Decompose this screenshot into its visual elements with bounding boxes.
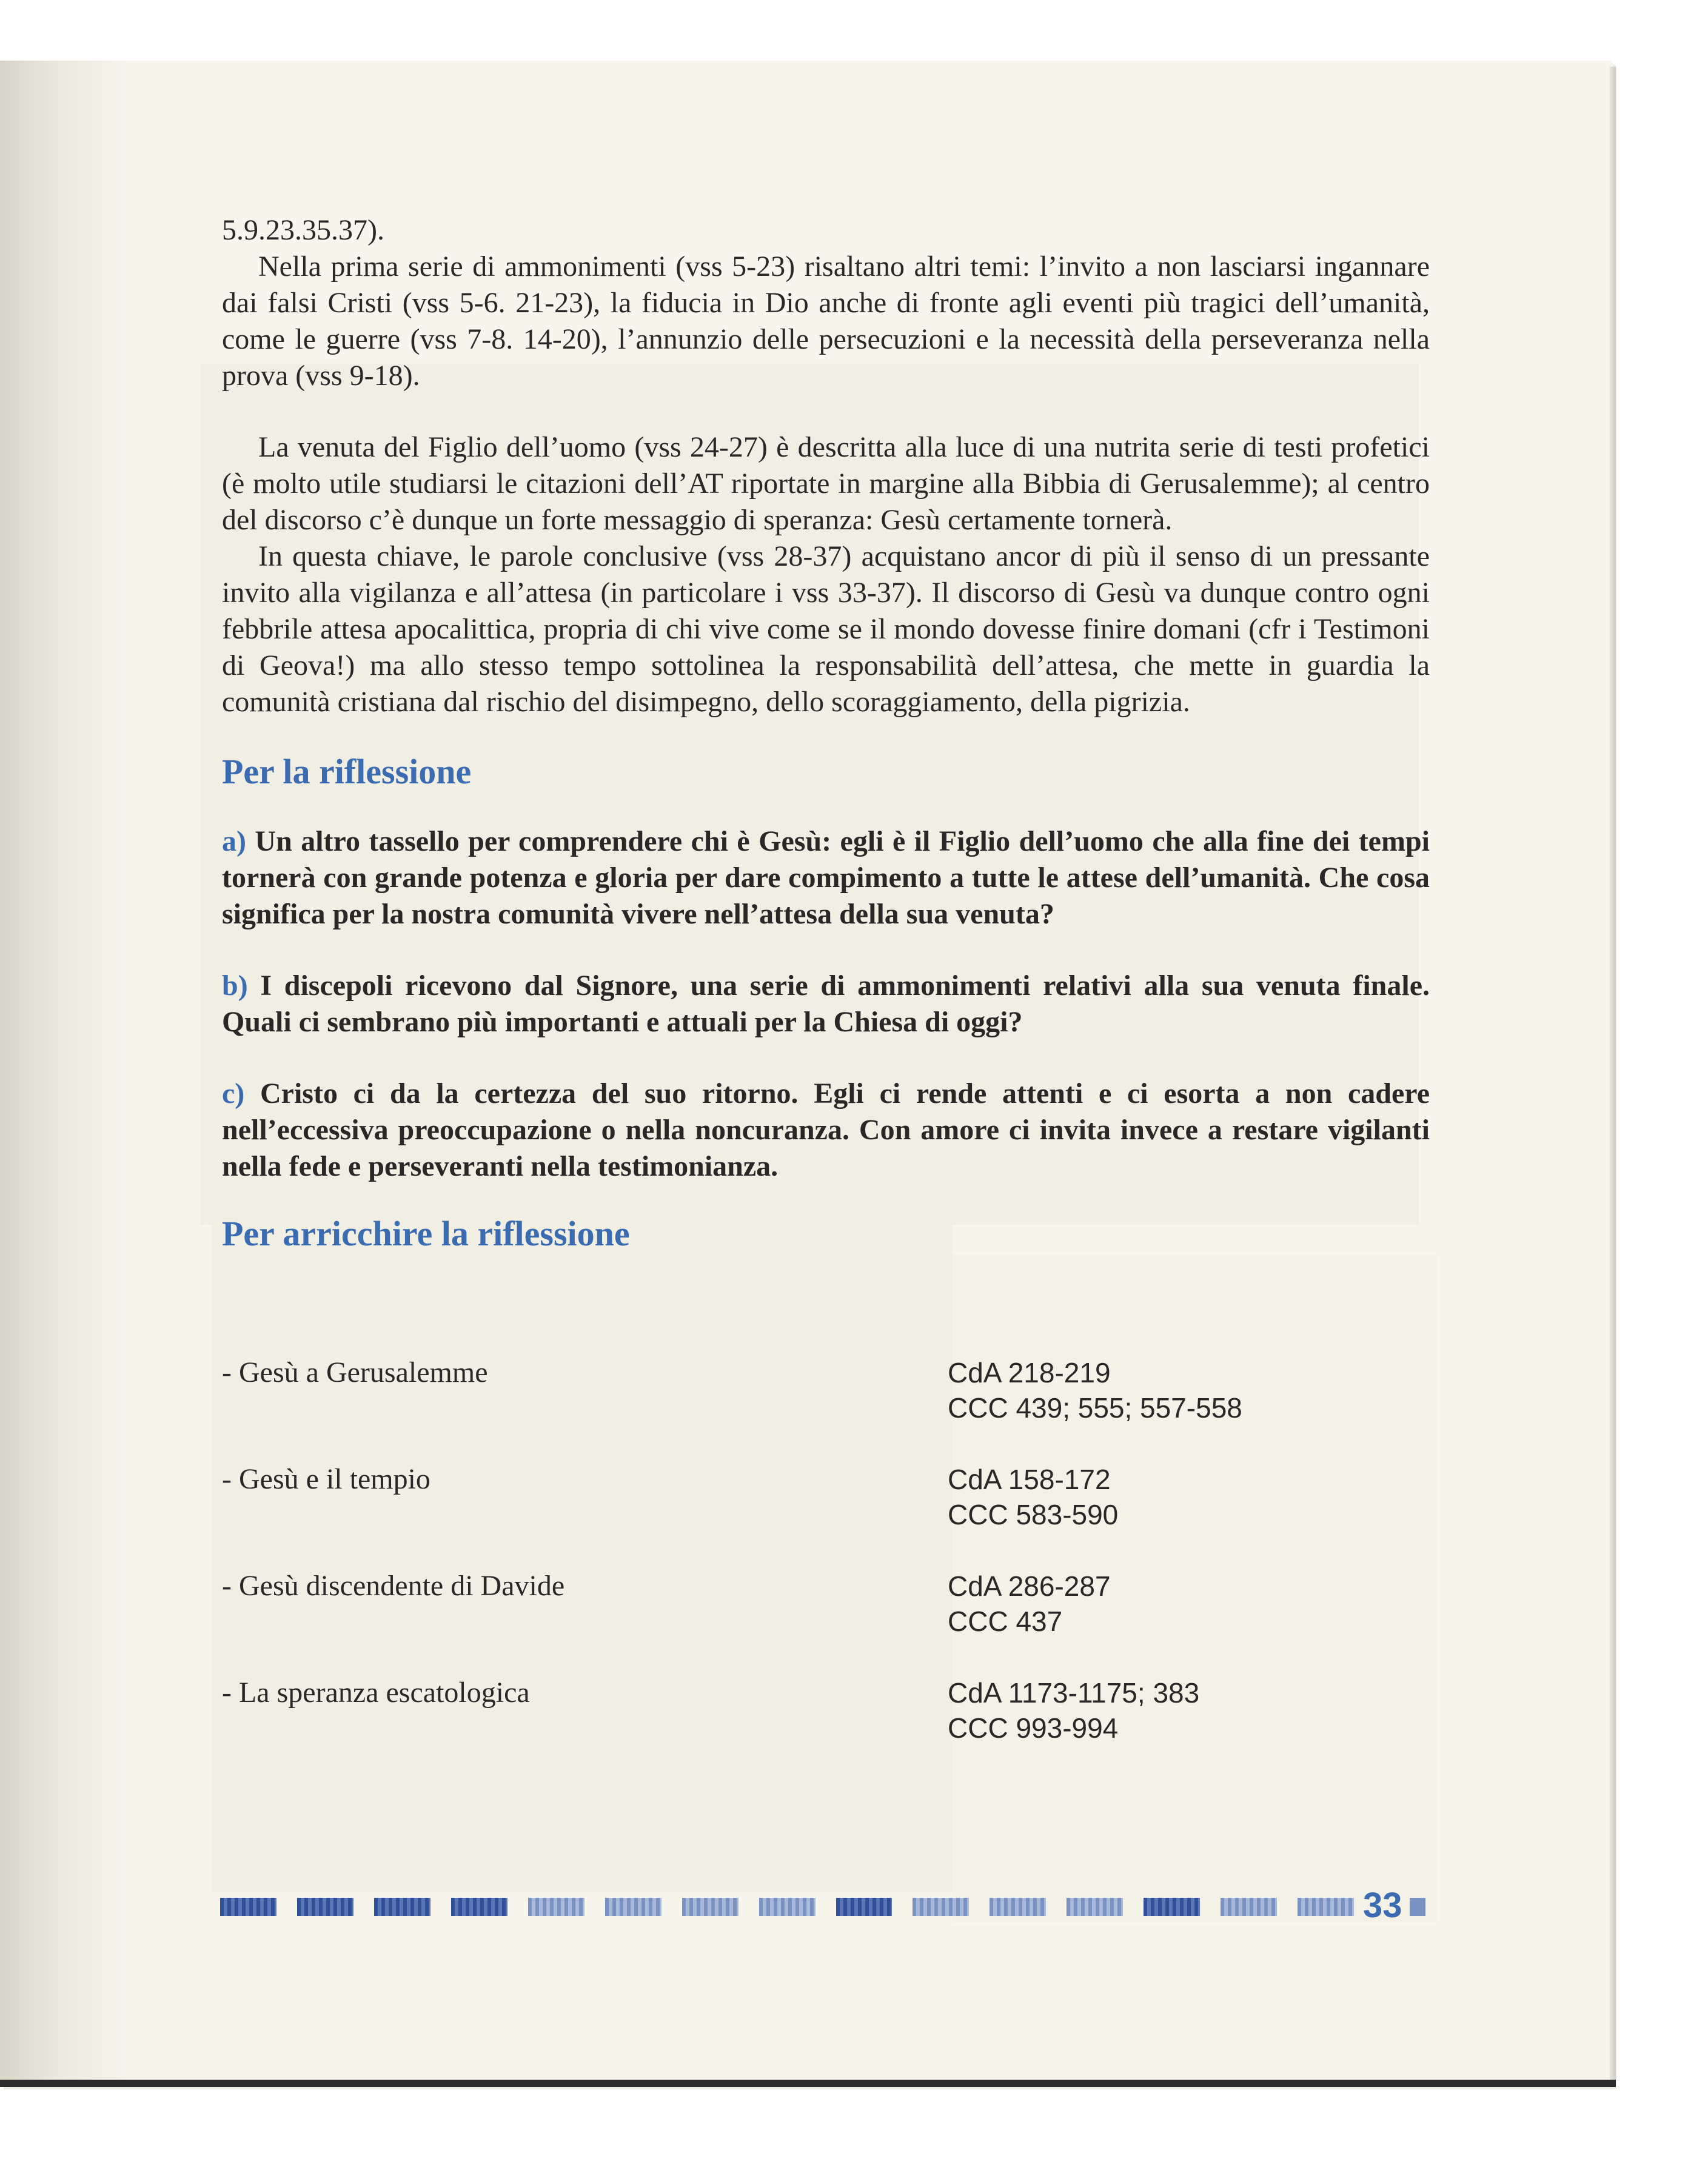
reference-ccc: CCC 437 xyxy=(948,1606,1063,1637)
footer-bar-segment xyxy=(990,1898,1046,1916)
question-letter: b) xyxy=(222,970,248,1002)
intro-lead: 5.9.23.35.37). xyxy=(222,214,384,246)
page-number: 33 xyxy=(1363,1886,1402,1925)
question-c xyxy=(222,1076,1430,1185)
footer-bar-segment xyxy=(1221,1898,1277,1916)
reference-cda: CdA 1173-1175; 383 xyxy=(948,1677,1200,1709)
footer-bar-segment xyxy=(836,1898,893,1916)
intro-paragraph-2: La venuta del Figlio dell’uomo (vss 24-27) è descritta alla luce di una nutrita serie di testi profetici (è molto utile studiarsi le citazioni dell’AT riportate in margine alla Bibbia di Gerusalemme); al centro del discorso c’è dunque un forte messaggio di speranza: Gesù certamente tornerà. xyxy=(222,431,1430,536)
footer-bar-segment xyxy=(220,1898,276,1916)
footer-bar-segment xyxy=(1298,1898,1354,1916)
enrich-heading: Per arricchire la riflessione xyxy=(222,1214,630,1253)
reference-row xyxy=(222,1462,1430,1569)
question-text: Un altro tassello per comprendere chi è Gesù: egli è il Figlio dell’uomo che alla fine dei tempi tornerà con grande potenza e gloria per dare compimento a tutte le attese dell’umanità. Che cosa significa per la nostra comunità vivere nell’attesa della sua venuta? xyxy=(222,825,1430,930)
intro-paragraph-3: In questa chiave, le parole conclusive (vss 28-37) acquistano ancor di più il senso di un pressante invito alla vigilanza e all’attesa (in particolare i vss 33-37). Il discorso di Gesù va dunque contro ogni febbrile attesa apocalittica, propria di chi vive come se il mondo dovesse finire domani (cfr i Testimoni di Geova!) ma allo stesso tempo sottolinea la responsabilità dell’attesa, che mette in guardia la comunità cristiana dal rischio del disimpegno, dello scoraggiamento, della pigrizia. xyxy=(222,540,1430,718)
reference-topic: - La speranza escatologica xyxy=(222,1676,530,1709)
reference-ccc: CCC 439; 555; 557-558 xyxy=(948,1392,1242,1424)
reference-topic: - Gesù e il tempio xyxy=(222,1463,430,1495)
footer-bar-segment xyxy=(528,1898,584,1916)
reference-ccc: CCC 993-994 xyxy=(948,1712,1119,1744)
question-text: Cristo ci da la certezza del suo ritorno. Egli ci rende attenti e ci esorta a non cadere nell’eccessiva preoccupazione o nella noncuranza. Con amore ci invita invece a restare vigilanti nella fede e perseveranti nella testimonianza. xyxy=(222,1077,1430,1182)
reference-cda: CdA 158-172 xyxy=(948,1464,1111,1495)
footer-bar-segment xyxy=(451,1898,507,1916)
reference-topic: - Gesù a Gerusalemme xyxy=(222,1356,488,1388)
question-a xyxy=(222,823,1430,933)
question-text: I discepoli ricevono dal Signore, una serie di ammonimenti relativi alla sua venuta finale. Quali ci sembrano più importanti e attuali per la Chiesa di oggi? xyxy=(222,970,1430,1038)
reference-row xyxy=(222,1675,1430,1782)
reference-topic: - Gesù discendente di Davide xyxy=(222,1570,565,1602)
page-right-edge xyxy=(1610,67,1616,2086)
footer-decorative-bar xyxy=(220,1898,1354,1916)
page-bottom-edge xyxy=(0,2080,1616,2087)
reference-ccc: CCC 583-590 xyxy=(948,1499,1119,1530)
footer-bar-segment xyxy=(1144,1898,1200,1916)
references-list xyxy=(222,1355,1430,1782)
intro-paragraph-1: Nella prima serie di ammonimenti (vss 5-23) risaltano altri temi: l’invito a non lasciarsi ingannare dai falsi Cristi (vss 5-6. 21-23), la fiducia in Dio anche di fronte agli eventi più tragici dell’umanità, come le guerre (vss 7-8. 14-20), l’annunzio delle persecuzioni e la necessità della perseveranza nella prova (vss 9-18). xyxy=(222,250,1430,392)
question-b xyxy=(222,968,1430,1040)
footer-bar-segment xyxy=(1067,1898,1123,1916)
footer-bar-segment xyxy=(682,1898,738,1916)
reference-cda: CdA 286-287 xyxy=(948,1570,1111,1602)
footer-bar-segment xyxy=(374,1898,430,1916)
question-letter: a) xyxy=(222,825,246,857)
footer-bar-segment xyxy=(913,1898,969,1916)
reference-row xyxy=(222,1569,1430,1675)
footer-bar-segment xyxy=(759,1898,815,1916)
reflection-heading: Per la riflessione xyxy=(222,752,472,791)
main-text xyxy=(222,212,1430,1255)
book-spine-shadow xyxy=(0,61,127,2086)
footer-bar-end xyxy=(1410,1898,1425,1916)
reference-row xyxy=(222,1355,1430,1462)
footer-bar-segment xyxy=(605,1898,661,1916)
reference-cda: CdA 218-219 xyxy=(948,1357,1111,1388)
question-letter: c) xyxy=(222,1077,245,1110)
footer-bar-segment xyxy=(297,1898,353,1916)
